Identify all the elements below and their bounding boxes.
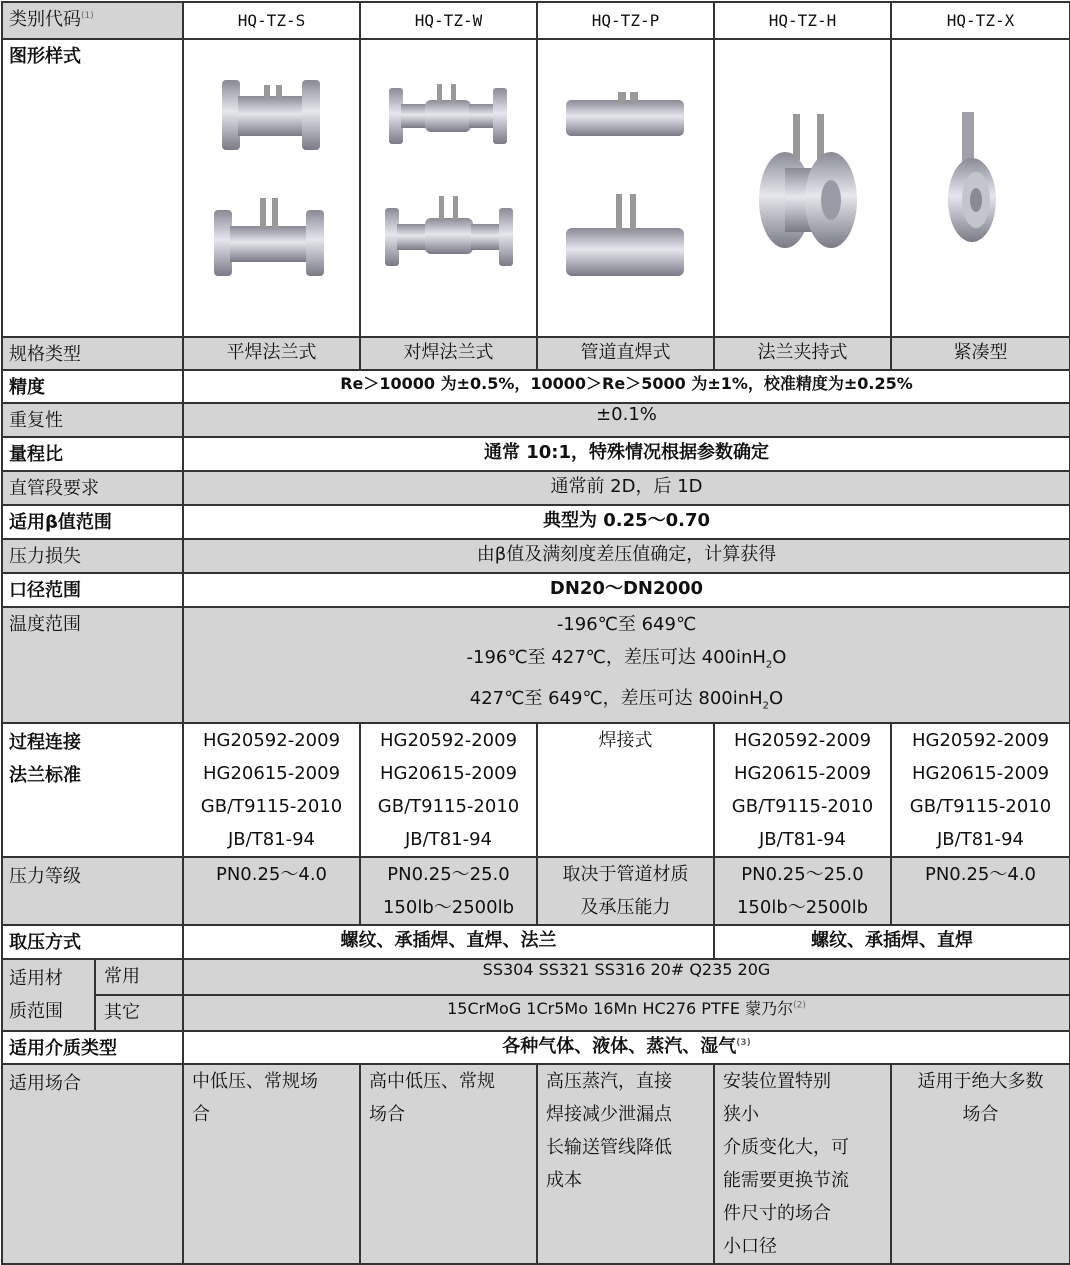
pressure-class-label: 压力等级 bbox=[2, 857, 183, 925]
materials-other-row bbox=[2, 995, 1070, 1031]
temperature-line-3: 427℃至 649℃，差压可达 800inH$_2$O bbox=[469, 687, 784, 712]
straight-pipe-row bbox=[2, 471, 1070, 505]
spec-type-label: 规格类型 bbox=[2, 337, 183, 370]
tapping-left: 螺纹、承插焊、直焊、法兰 bbox=[183, 925, 714, 959]
flowmeter-s-image bbox=[184, 40, 357, 334]
images-label: 图形样式 bbox=[2, 39, 183, 337]
pressure-class-s: PN0.25～4.0 bbox=[183, 857, 360, 925]
model-s: HQ-TZ-S bbox=[183, 2, 360, 39]
flowmeter-w-image bbox=[361, 40, 534, 334]
beta-value: 典型为 0.25～0.70 bbox=[183, 505, 1070, 539]
applications-w: 高中低压、常规 场合 bbox=[360, 1064, 537, 1264]
materials-common-label: 常用 bbox=[95, 959, 183, 995]
image-cell-p bbox=[537, 39, 714, 337]
temperature-values bbox=[183, 607, 1070, 723]
flowmeter-p-image bbox=[538, 40, 711, 334]
bore-value: DN20～DN2000 bbox=[183, 573, 1070, 607]
image-cell-s bbox=[183, 39, 360, 337]
materials-other-label: 其它 bbox=[95, 995, 183, 1031]
standards-p: 焊接式 bbox=[537, 723, 714, 857]
turndown-label: 量程比 bbox=[2, 437, 183, 471]
temperature-row bbox=[2, 607, 1070, 723]
materials-common-value: SS304 SS321 SS316 20# Q235 20G bbox=[183, 959, 1070, 995]
applications-p: 高压蒸汽，直接 焊接减少泄漏点 长输送管线降低 成本 bbox=[537, 1064, 714, 1264]
spec-type-row bbox=[2, 337, 1070, 370]
applications-row bbox=[2, 1064, 1070, 1264]
spec-type-p: 管道直焊式 bbox=[537, 337, 714, 370]
tapping-label: 取压方式 bbox=[2, 925, 183, 959]
applications-x: 适用于绝大多数 场合 bbox=[891, 1064, 1070, 1264]
straight-pipe-value: 通常前 2D，后 1D bbox=[183, 471, 1070, 505]
image-cell-x bbox=[891, 39, 1070, 337]
process-connection-row bbox=[2, 723, 1070, 857]
media-label: 适用介质类型 bbox=[2, 1031, 183, 1064]
media-value: 各种气体、液体、蒸汽、湿气$^{(3)}$ bbox=[183, 1031, 1070, 1064]
image-cell-w bbox=[360, 39, 537, 337]
pressure-class-w: PN0.25～25.0 150lb～2500lb bbox=[360, 857, 537, 925]
spec-table bbox=[1, 1, 1070, 1265]
model-p: HQ-TZ-P bbox=[537, 2, 714, 39]
turndown-value: 通常 10:1，特殊情况根据参数确定 bbox=[183, 437, 1070, 471]
spec-type-s: 平焊法兰式 bbox=[183, 337, 360, 370]
model-x: HQ-TZ-X bbox=[891, 2, 1070, 39]
pressure-class-row bbox=[2, 857, 1070, 925]
images-row bbox=[2, 39, 1070, 337]
bore-label: 口径范围 bbox=[2, 573, 183, 607]
applications-label: 适用场合 bbox=[2, 1064, 183, 1264]
tapping-row bbox=[2, 925, 1070, 959]
header-note: (1) bbox=[81, 11, 94, 21]
beta-row bbox=[2, 505, 1070, 539]
materials-common-row bbox=[2, 959, 1070, 995]
repeatability-label: 重复性 bbox=[2, 403, 183, 437]
header-row bbox=[2, 2, 1070, 39]
accuracy-value: Re＞10000 为±0.5%，10000＞Re＞5000 为±1%，校准精度为±0.25% bbox=[183, 370, 1070, 403]
applications-h: 安装位置特别 狭小 介质变化大，可 能需要更换节流 件尺寸的场合 小口径 bbox=[714, 1064, 891, 1264]
standards-x: HG20592-2009 HG20615-2009 GB/T9115-2010 JB/T81-94 bbox=[891, 723, 1070, 857]
turndown-row bbox=[2, 437, 1070, 471]
temperature-line-2: -196℃至 427℃，差压可达 400inH$_2$O bbox=[466, 647, 787, 671]
repeatability-row bbox=[2, 403, 1070, 437]
standards-h: HG20592-2009 HG20615-2009 GB/T9115-2010 JB/T81-94 bbox=[714, 723, 891, 857]
pressure-loss-label: 压力损失 bbox=[2, 539, 183, 573]
spec-type-w: 对焊法兰式 bbox=[360, 337, 537, 370]
spec-type-h: 法兰夹持式 bbox=[714, 337, 891, 370]
pressure-loss-row bbox=[2, 539, 1070, 573]
beta-label: 适用β值范围 bbox=[2, 505, 183, 539]
temperature-line-1: -196℃至 649℃ bbox=[556, 614, 697, 635]
pressure-class-x: PN0.25～4.0 bbox=[891, 857, 1070, 925]
accuracy-row bbox=[2, 370, 1070, 403]
model-h: HQ-TZ-H bbox=[714, 2, 891, 39]
straight-pipe-label: 直管段要求 bbox=[2, 471, 183, 505]
applications-s: 中低压、常规场 合 bbox=[183, 1064, 360, 1264]
flowmeter-h-image bbox=[715, 40, 888, 334]
media-row bbox=[2, 1031, 1070, 1064]
standards-w: HG20592-2009 HG20615-2009 GB/T9115-2010 JB/T81-94 bbox=[360, 723, 537, 857]
bore-row bbox=[2, 573, 1070, 607]
model-w: HQ-TZ-W bbox=[360, 2, 537, 39]
image-cell-h bbox=[714, 39, 891, 337]
temperature-label: 温度范围 bbox=[2, 607, 183, 723]
materials-label: 适用材 质范围 bbox=[2, 959, 95, 1031]
spec-type-x: 紧凑型 bbox=[891, 337, 1070, 370]
flowmeter-x-image bbox=[892, 40, 1067, 334]
header-label-cell bbox=[2, 2, 183, 39]
accuracy-label: 精度 bbox=[2, 370, 183, 403]
process-connection-label: 过程连接 法兰标准 bbox=[2, 723, 183, 857]
standards-s: HG20592-2009 HG20615-2009 GB/T9115-2010 JB/T81-94 bbox=[183, 723, 360, 857]
pressure-loss-value: 由β值及满刻度差压值确定，计算获得 bbox=[183, 539, 1070, 573]
materials-other-value: 15CrMoG 1Cr5Mo 16Mn HC276 PTFE 蒙乃尔$^{(2)}$ bbox=[183, 995, 1070, 1031]
pressure-class-h: PN0.25～25.0 150lb～2500lb bbox=[714, 857, 891, 925]
tapping-right: 螺纹、承插焊、直焊 bbox=[714, 925, 1070, 959]
pressure-class-p: 取决于管道材质 及承压能力 bbox=[537, 857, 714, 925]
header-label: 类别代码 bbox=[9, 9, 81, 30]
repeatability-value: ±0.1% bbox=[183, 403, 1070, 437]
